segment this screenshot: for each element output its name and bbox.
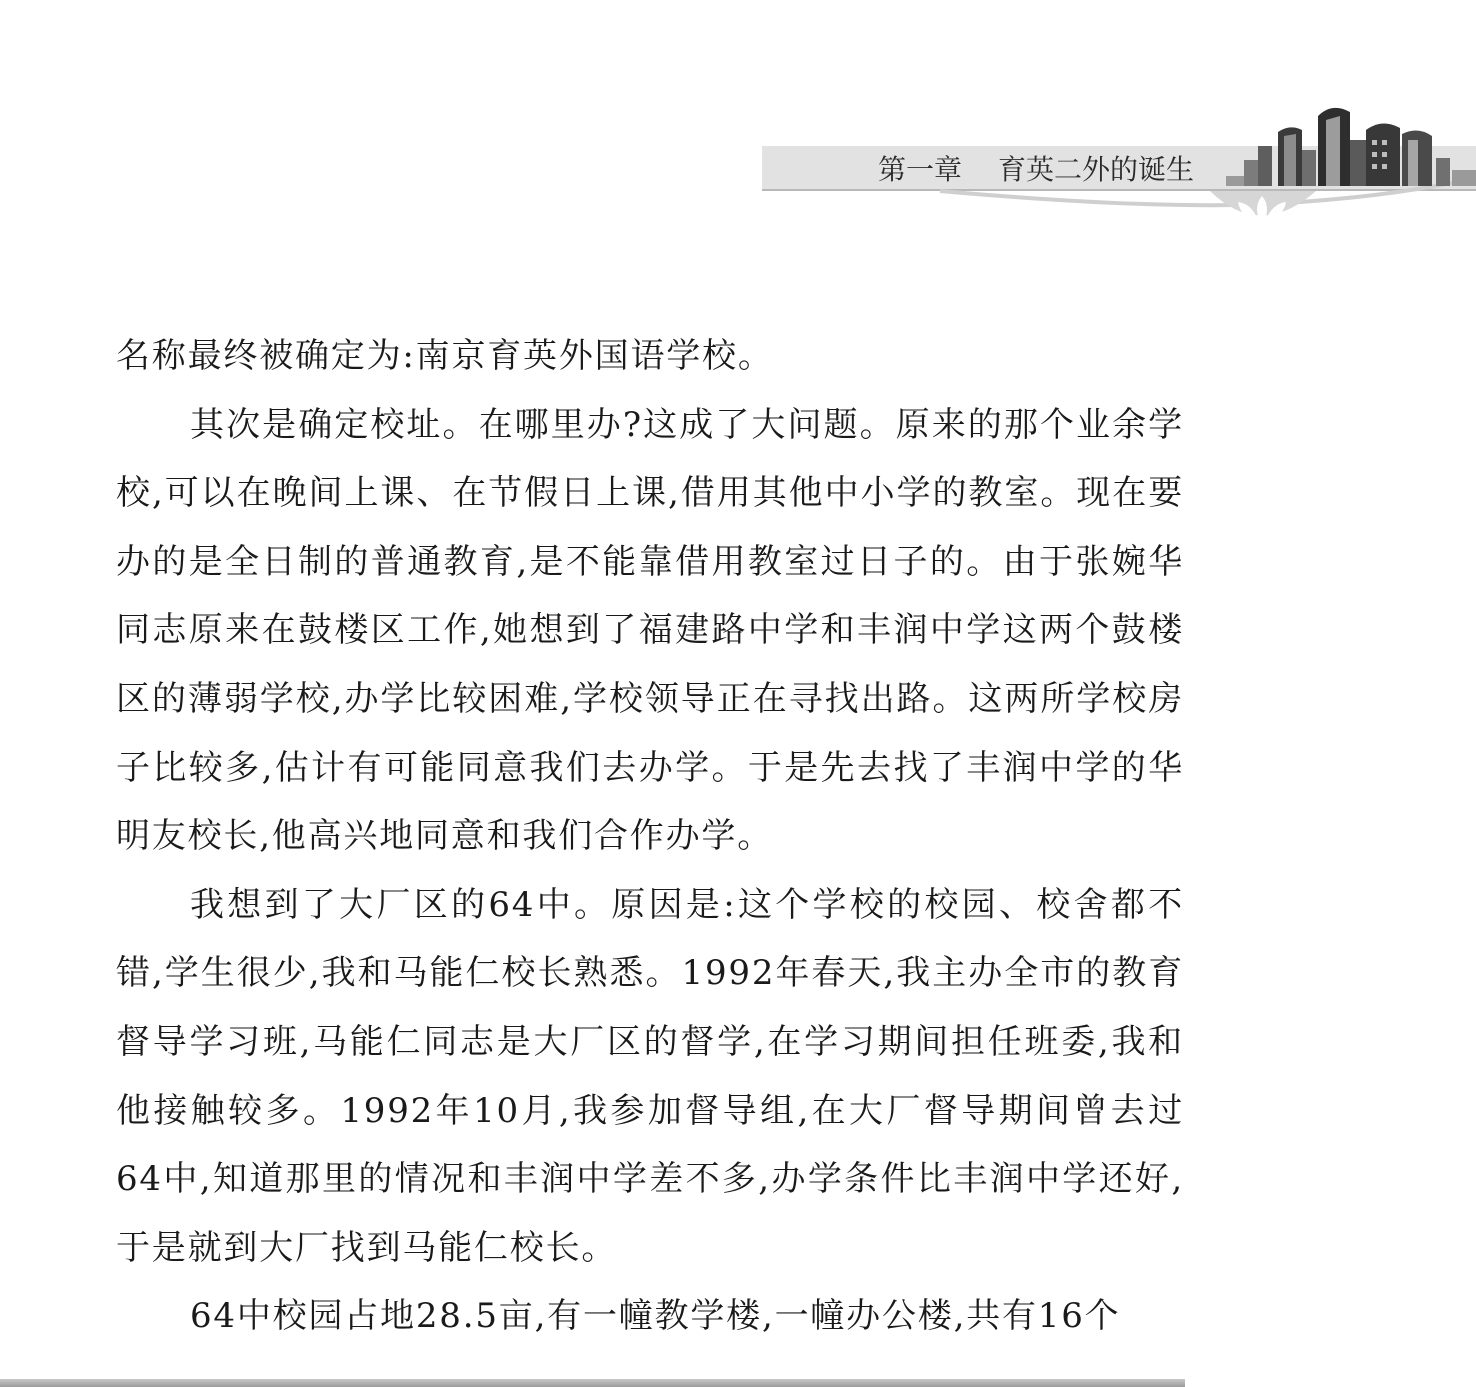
header-decoration [0,0,1476,260]
footer-rule [0,1379,1185,1387]
paragraph: 我想到了大厂区的64中。原因是:这个学校的校园、校舍都不错,学生很少,我和马能仁校长熟悉。1992年春天,我主办全市的教育督导学习班,马能仁同志是大厂区的督学,在学习期间担任班委,我和他接触较多。1992年10月,我参加督导组,在大厂督导期间曾去过64中,知道那里的情况和丰润中学差不多,办学条件比丰润中学还好,于是就到大厂找到马能仁校长。 [116,884,1184,1268]
paragraph: 名称最终被确定为:南京育英外国语学校。 [116,336,774,376]
chapter-number: 第一章 [878,153,963,186]
city-skyline-icon [1226,108,1476,186]
running-header [0,0,1476,260]
body-text [116,322,1184,1351]
paragraph: 64中校园占地28.5亩,有一幢教学楼,一幢办公楼,共有16个 [190,1296,1121,1337]
chapter-title: 育英二外的诞生 [998,153,1195,186]
paragraph: 其次是确定校址。在哪里办?这成了大问题。原来的那个业余学校,可以在晚间上课、在节假日上课,借用其他中小学的教室。现在要办的是全日制的普通教育,是不能靠借用教室过日子的。由于张婉华同志原来在鼓楼区工作,她想到了福建路中学和丰润中学这两个鼓楼区的薄弱学校,办学比较困难,学校领导正在寻找出路。这两所学校房子比较多,估计有可能同意我们去办学。于是先去找了丰润中学的华明友校长,他高兴地同意和我们合作办学。 [116,404,1184,857]
